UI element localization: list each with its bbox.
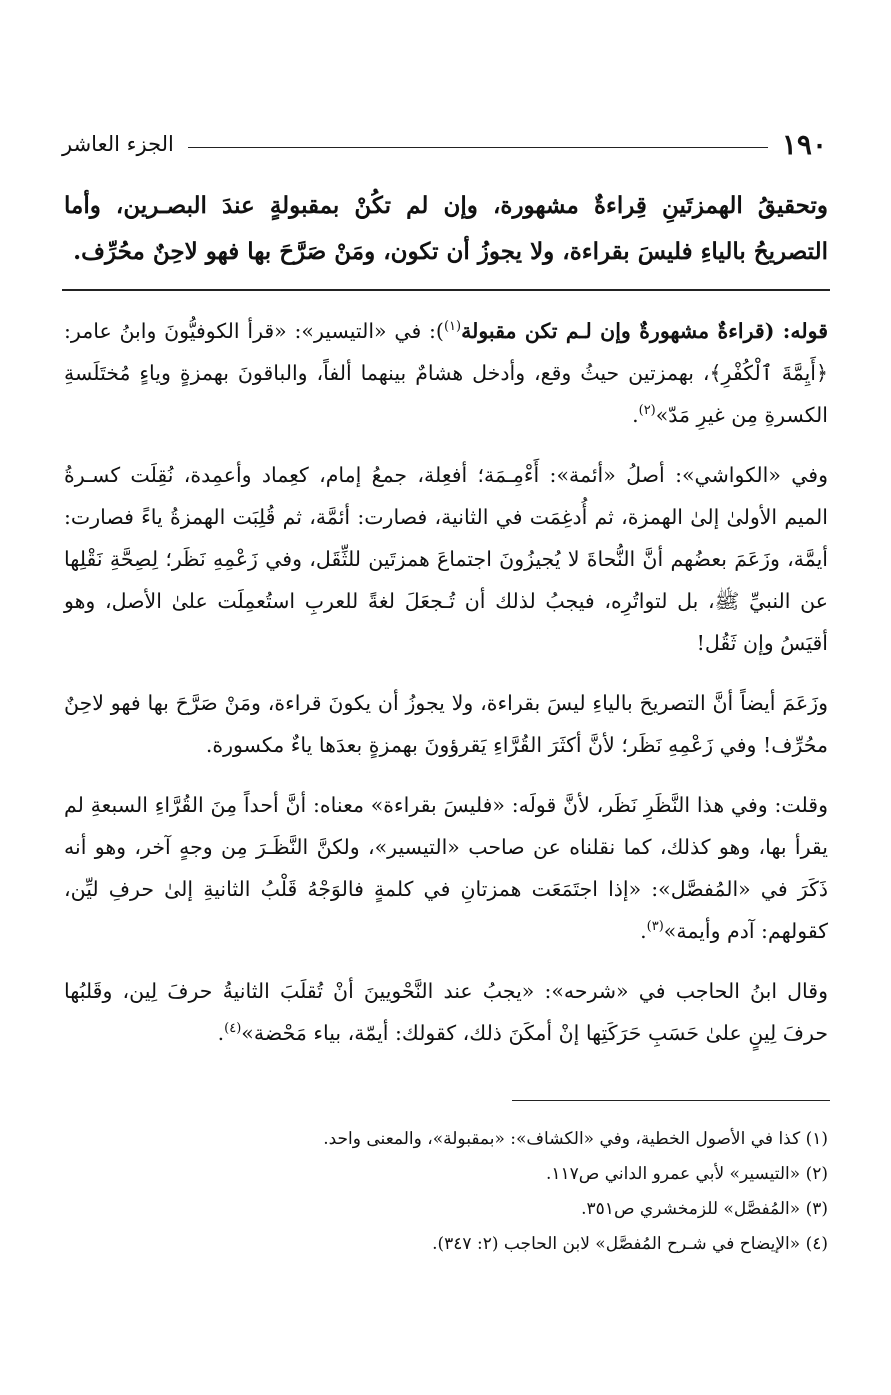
paragraph-text: وفي «الكواشي»: أصلُ «أئمة»: أَءْمِـمَة؛ أفعِلة، جمعُ إمام، كعِماد وأعمِدة، نُقِلَت كسـرةُ الميم الأولىٰ إلىٰ الهمزة، ثم أُدغِمَت في الثانية، فصارت: أئمَّة، ثم قُلِبَت الهمزةُ ياءً فصارت: أيمَّة، وزَعَمَ بعضُهم أنَّ النُّحاةَ لا يُجيزُونَ اجتماعَ همزتَين للثِّقَل، وفي زَعْمِهِ نَظَر؛ لِصِحَّةِ نَقْلِها عن النبيِّ ﷺ، بل لتواتُرِه، فيجبُ لذلك أن تُـجعَلَ لغةً للعربِ استُعمِلَت علىٰ الأصل، وهو أقيَسُ وإن ثَقُل! xyxy=(64,463,828,655)
commentary-paragraph-5 xyxy=(64,970,828,1054)
paragraph-text: وقال ابنُ الحاجب في «شرحه»: «يجبُ عند النَّحْويينَ أنْ تُقلَبَ الثانيةُ حرفَ لِين، وقَلبُها حرفَ لِينٍ علىٰ حَسَبِ حَرَكَتِها إنْ أمكَنَ ذلك، كقولك: أيمّة، بياء مَحْضة» xyxy=(64,979,828,1045)
footnotes xyxy=(64,1122,828,1262)
matn-separator-rule xyxy=(62,289,830,291)
footnote-ref: (٤) xyxy=(224,1021,242,1037)
footnote-separator-rule xyxy=(512,1100,830,1101)
paragraph-tail: . xyxy=(632,403,639,427)
paragraph-tail: . xyxy=(640,919,647,943)
paragraph-text: وقلت: وفي هذا النَّظَرِ نَظَر، لأنَّ قولَه: «فليسَ بقراءة» معناه: أنَّ أحداً مِنَ القُرَّاءِ السبعةِ لم يقرأ بها، وهو كذلك، كما نقلناه عن صاحب «التيسير»، ولكنَّ النَّظَـرَ مِن وجهٍ آخر، وهو أنه ذَكَرَ في «المُفصَّل»: «إذا اجتَمَعَت همزتانِ في كلمةٍ فالوَجْهُ قَلْبُ الثانيةِ إلىٰ حرفِ ليِّن، كقولهم: آدم وأيمة» xyxy=(64,793,828,943)
header-rule xyxy=(188,147,768,148)
footnote-2: (٢) «التيسير» لأبي عمرو الداني ص١١٧. xyxy=(545,1164,828,1184)
footnote-ref: (٣) xyxy=(646,919,664,935)
commentary-paragraph-2 xyxy=(64,454,828,664)
footnote-3: (٣) «المُفصَّل» للزمخشري ص٣٥١. xyxy=(581,1199,828,1219)
paragraph-text: ): في «التيسير»: «قرأ الكوفيُّونَ وابنُ عامر: ﴿أَيِمَّةَ ٱلْكُفْرِ﴾، بهمزتين حيثُ وقع، وأدخل هشامٌ بينهما ألفاً، والباقونَ بهمزةٍ وياءٍ مُختَلَسةِ الكسرةِ مِن غيرِ مَدّ» xyxy=(64,319,828,427)
page-header xyxy=(62,118,827,170)
matn-text: وتحقيقُ الهمزتَينِ قِراءةٌ مشهورة، وإن لم تكُنْ بمقبولةٍ عندَ البصـرين، وأما التصريحُ بالياءِ فليسَ بقراءة، ولا يجوزُ أن تكون، ومَنْ صَرَّحَ بها فهو لاحِنٌ محُرِّف. xyxy=(64,192,828,265)
footnote-4: (٤) «الإيضاح في شـرح المُفصَّل» لابن الحاجب (٢: ٣٤٧). xyxy=(432,1234,828,1254)
footnote-1: (١) كذا في الأصول الخطية، وفي «الكشاف»: «بمقبولة»، والمعنى واحد. xyxy=(323,1129,828,1149)
commentary-paragraph-3 xyxy=(64,682,828,766)
paragraph-text: وزَعَمَ أيضاً أنَّ التصريحَ بالياءِ ليسَ بقراءة، ولا يجوزُ أن يكونَ قراءة، ومَنْ صَرَّحَ بها فهو لاحِنٌ محُرِّف! وفي زَعْمِهِ نَظَر؛ لأنَّ أكثَرَ القُرَّاءِ يَقرؤونَ بهمزةٍ بعدَها ياءٌ مكسورة. xyxy=(64,691,828,757)
commentary-paragraph-1 xyxy=(64,310,828,436)
page-number: ١٩٠ xyxy=(781,127,827,161)
footnote-ref: (٢) xyxy=(638,403,656,419)
commentary-paragraph-4 xyxy=(64,784,828,952)
commentary-body xyxy=(64,310,828,1072)
paragraph-tail: . xyxy=(217,1021,225,1045)
quoted-lemma: قوله: (قراءةٌ مشهورةٌ وإن لـم تكن مقبولة xyxy=(461,319,828,343)
footnote-ref: (١) xyxy=(443,319,462,335)
running-title: الجزء العاشر xyxy=(62,132,174,156)
